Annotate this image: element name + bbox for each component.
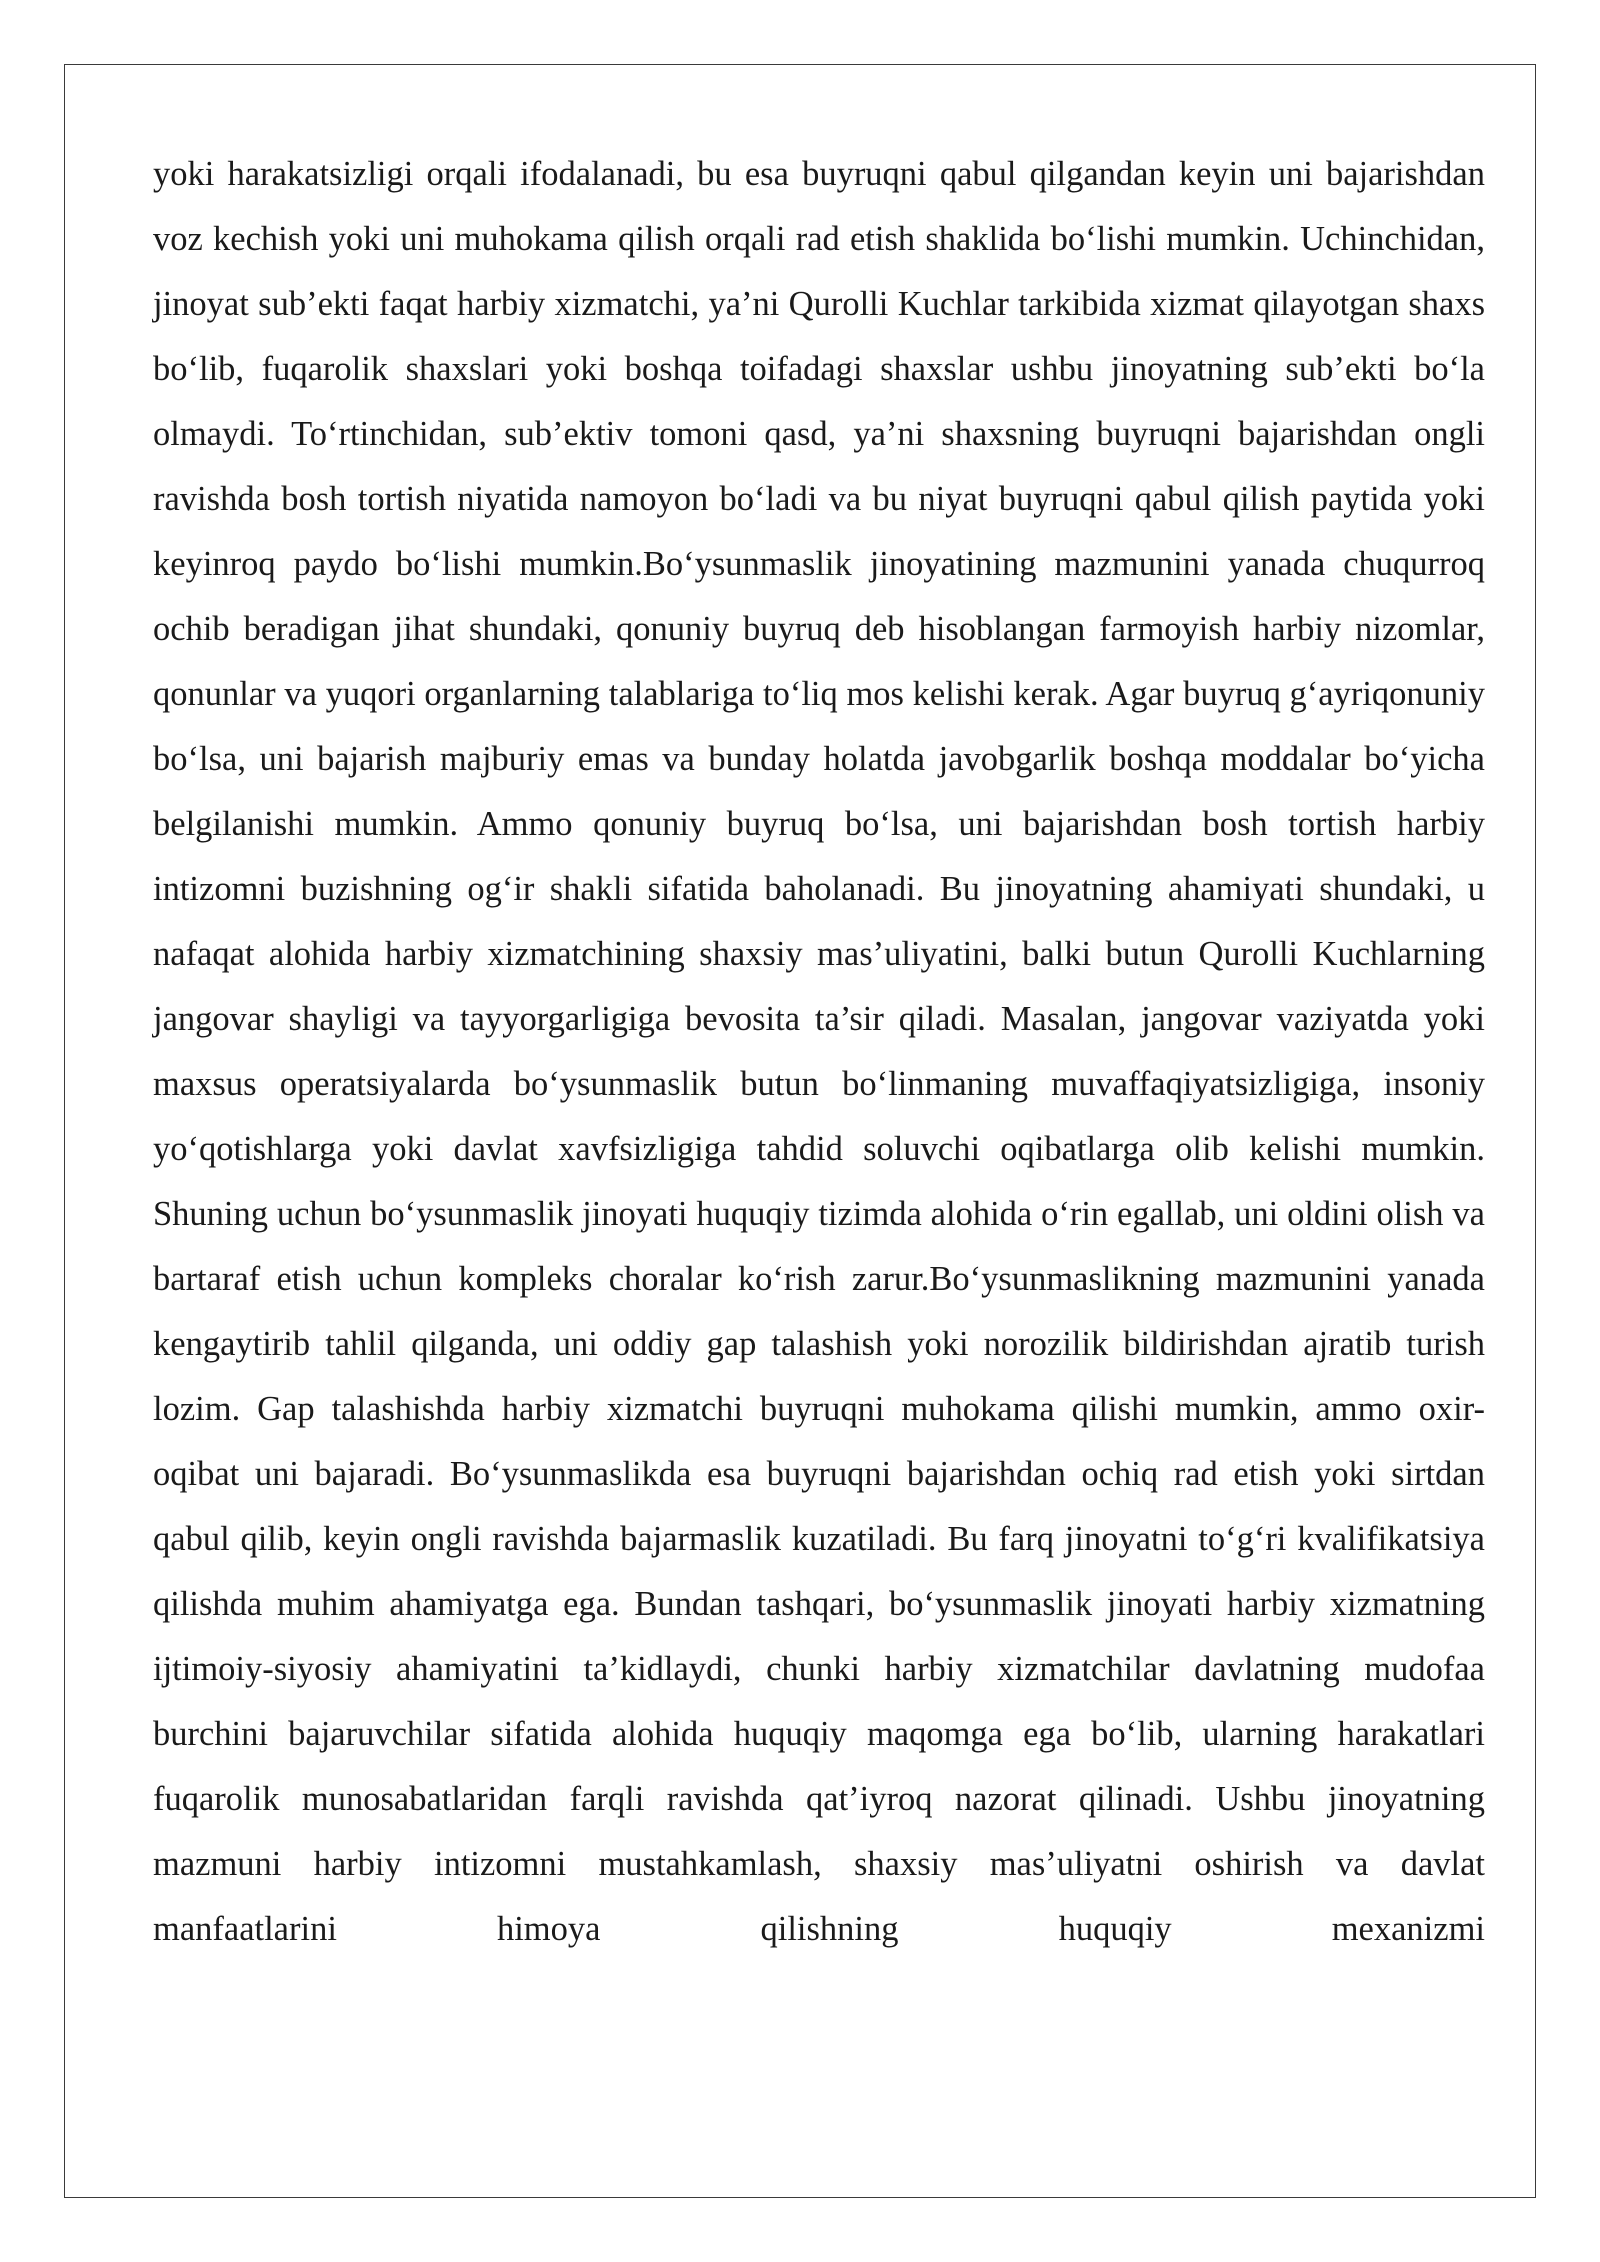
body-paragraph: yoki harakatsizligi orqali ifodalanadi, bu esa buyruqni qabul qilgandan keyin uni bajarishdan voz kechish yoki uni muhokama qilish orqali rad etish shaklida bo‘lishi mumkin. Uchinchidan, jinoyat sub’ekti faqat harbiy xizmatchi, ya’ni Qurolli Kuchlar tarkibida xizmat qilayotgan shaxs bo‘lib, fuqarolik shaxslari yoki boshqa toifadagi shaxslar ushbu jinoyatning sub’ekti bo‘la olmaydi. To‘rtinchidan, sub’ektiv tomoni qasd, ya’ni shaxsning buyruqni bajarishdan ongli ravishda bosh tortish niyatida namoyon bo‘ladi va bu niyat buyruqni qabul qilish paytida yoki keyinroq paydo bo‘lishi mumkin.Bo‘ysunmaslik jinoyatining mazmunini yanada chuqurroq ochib beradigan jihat shundaki, qonuniy buyruq deb hisoblangan farmoyish harbiy nizomlar, qonunlar va yuqori organlarning talablariga to‘liq mos kelishi kerak. Agar buyruq g‘ayriqonuniy bo‘lsa, uni bajarish majburiy emas va bunday holatda javobgarlik boshqa moddalar bo‘yicha belgilanishi mumkin. Ammo qonuniy buyruq bo‘lsa, uni bajarishdan bosh tortish harbiy intizomni buzishning og‘ir shakli sifatida baholanadi. Bu jinoyatning ahamiyati shundaki, u nafaqat alohida harbiy xizmatchining shaxsiy mas’uliyatini, balki butun Qurolli Kuchlarning jangovar shayligi va tayyorgarligiga bevosita ta’sir qiladi. Masalan, jangovar vaziyatda yoki maxsus operatsiyalarda bo‘ysunmaslik butun bo‘linmaning muvaffaqiyatsizligiga, insoniy yo‘qotishlarga yoki davlat xavfsizligiga tahdid soluvchi oqibatlarga olib kelishi mumkin. Shuning uchun bo‘ysunmaslik jinoyati huquqiy tizimda alohida o‘rin egallab, uni oldini olish va bartaraf etish uchun kompleks choralar ko‘rish zarur.Bo‘ysunmaslikning mazmunini yanada kengaytirib tahlil qilganda, uni oddiy gap talashish yoki norozilik bildirishdan ajratib turish lozim. Gap talashishda harbiy xizmatchi buyruqni muhokama qilishi mumkin, ammo oxir-oqibat uni bajaradi. Bo‘ysunmaslikda esa buyruqni bajarishdan ochiq rad etish yoki sirtdan qabul qilib, keyin ongli ravishda bajarmaslik kuzatiladi. Bu farq jinoyatni to‘g‘ri kvalifikatsiya qilishda muhim ahamiyatga ega. Bundan tashqari, bo‘ysunmaslik jinoyati harbiy xizmatning ijtimoiy-siyosiy ahamiyatini ta’kidlaydi, chunki harbiy xizmatchilar davlatning mudofaa burchini bajaruvchilar sifatida alohida huquqiy maqomga ega bo‘lib, ularning harakatlari fuqarolik munosabatlaridan farqli ravishda qat’iyroq nazorat qilinadi. Ushbu jinoyatning mazmuni harbiy intizomni mustahkamlash, shaxsiy mas’uliyatni oshirish va davlat manfaatlarini himoya qilishning huquqiy mexanizmi: [153, 155, 1485, 1948]
